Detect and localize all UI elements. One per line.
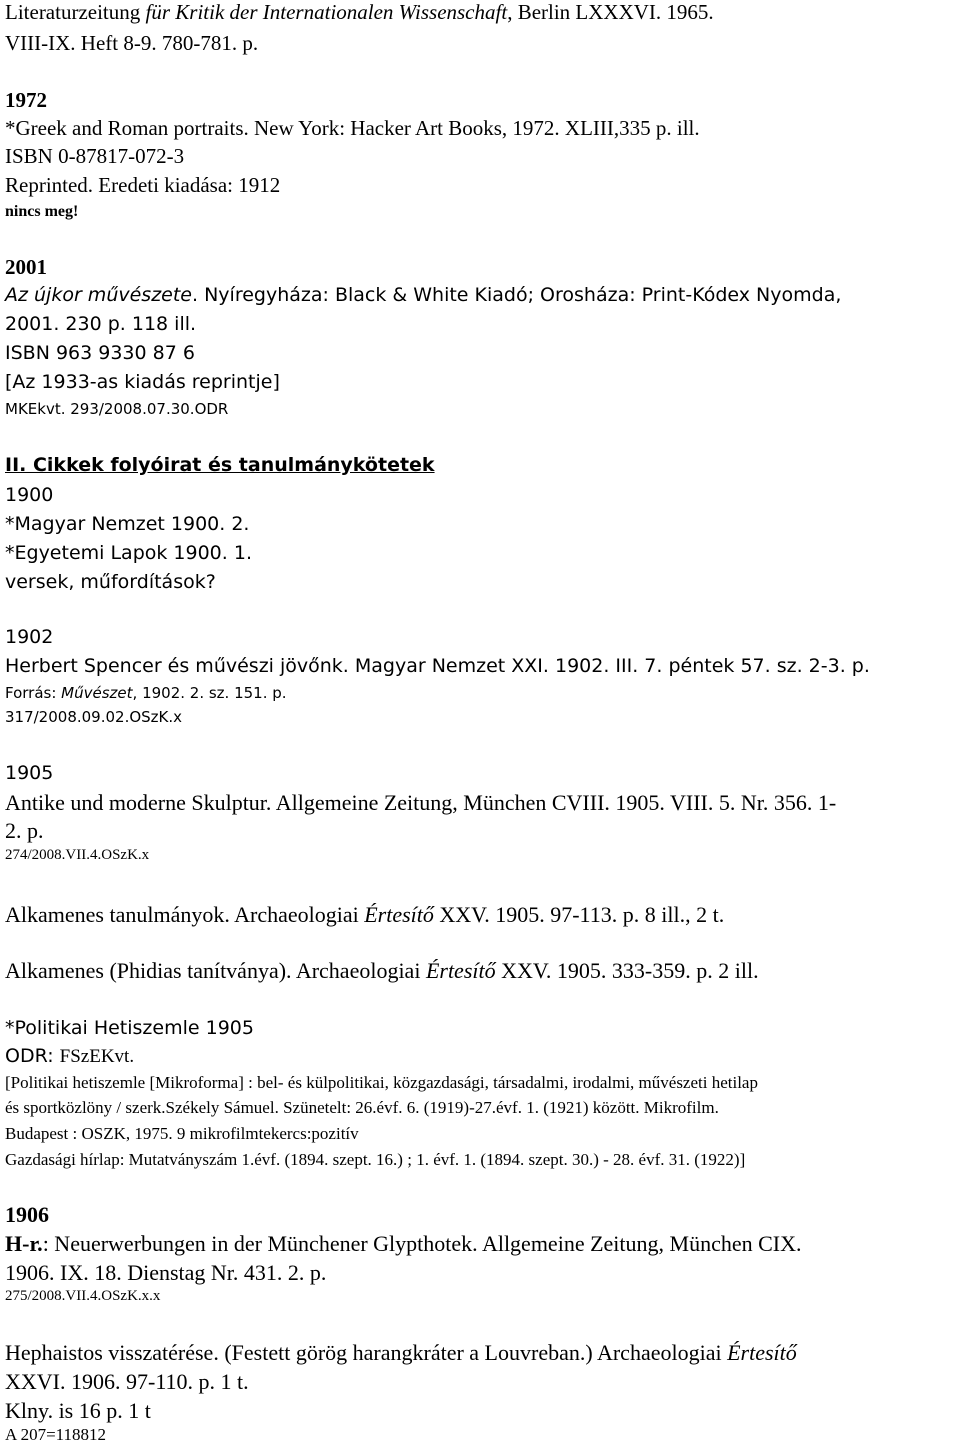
year-heading: 2001	[5, 255, 47, 279]
note-line: [Az 1933-as kiadás reprintje]	[5, 371, 280, 393]
odr-line: ODR: FSzEKvt.	[5, 1045, 135, 1067]
citation-line: 2. p.	[5, 818, 44, 843]
citation-line: 1906. IX. 18. Dienstag Nr. 431. 2. p.	[5, 1260, 327, 1285]
note-line: Gazdasági hírlap: Mutatványszám 1.évf. (1894. szept. 16.) ; 1. évf. 1. (1894. szept. 30.) - 28. évf. 31. (1922)]	[5, 1150, 746, 1169]
catalog-number: 274/2008.VII.4.OSzK.x	[5, 847, 150, 863]
catalog-number: 275/2008.VII.4.OSzK.x.x	[5, 1288, 161, 1304]
section-heading: II. Cikkek folyóirat és tanulmánykötetek	[5, 454, 435, 476]
source-line: Forrás: Művészet, 1902. 2. sz. 151. p.	[5, 684, 287, 702]
note-line: és sportközlöny / szerk.Székely Sámuel. Szünetelt: 26.évf. 6. (1919)-27.évf. 1. (1921) között. Mikrofilm.	[5, 1098, 719, 1117]
note-line: Klny. is 16 p. 1 t	[5, 1398, 151, 1423]
note-line: nincs meg!	[5, 203, 79, 220]
citation-line: Herbert Spencer és művészi jövőnk. Magyar Nemzet XXI. 1902. III. 7. péntek 57. sz. 2-3. p.	[5, 655, 870, 677]
note-line: Budapest : OSZK, 1975. 9 mikrofilmtekercs:pozitív	[5, 1124, 359, 1143]
isbn-line: ISBN 0-87817-072-3	[5, 144, 185, 168]
citation-line: Alkamenes (Phidias tanítványa). Archaeologiai Értesítő XXV. 1905. 333-359. p. 2 ill.	[5, 958, 759, 983]
note-line: [Politikai hetiszemle [Mikroforma] : bel- és külpolitikai, közgazdasági, társadalmi, irodalmi, művészeti hetilap	[5, 1073, 758, 1092]
citation-line: 2001. 230 p. 118 ill.	[5, 313, 197, 335]
citation-line: Literaturzeitung für Kritik der Internationalen Wissenschaft, Berlin LXXXVI. 1965.	[5, 0, 714, 24]
year-heading: 1900	[5, 484, 54, 506]
citation-line: *Magyar Nemzet 1900. 2.	[5, 513, 250, 535]
catalog-number: MKEkvt. 293/2008.07.30.ODR	[5, 400, 229, 418]
citation-line: Hephaistos visszatérése. (Festett görög harangkráter a Louvreban.) Archaeologiai Értesítő	[5, 1340, 797, 1365]
isbn-line: ISBN 963 9330 87 6	[5, 342, 195, 364]
catalog-number: A 207=118812	[5, 1425, 107, 1444]
year-heading: 1905	[5, 762, 54, 784]
citation-line: *Politikai Hetiszemle 1905	[5, 1017, 254, 1039]
note-line: Reprinted. Eredeti kiadása: 1912	[5, 173, 281, 197]
note-line: versek, műfordítások?	[5, 571, 216, 593]
citation-line: *Greek and Roman portraits. New York: Hacker Art Books, 1972. XLIII,335 p. ill.	[5, 116, 700, 140]
citation-line: *Egyetemi Lapok 1900. 1.	[5, 542, 252, 564]
citation-line: XXVI. 1906. 97-110. p. 1 t.	[5, 1369, 249, 1394]
year-heading: 1972	[5, 88, 47, 112]
citation-line: VIII-IX. Heft 8-9. 780-781. p.	[5, 31, 259, 55]
year-heading: 1902	[5, 626, 54, 648]
citation-line: H-r.: Neuerwerbungen in der Münchener Glypthotek. Allgemeine Zeitung, München CIX.	[5, 1231, 802, 1256]
citation-line: Az újkor művészete. Nyíregyháza: Black & White Kiadó; Orosháza: Print-Kódex Nyomda,	[5, 284, 842, 306]
catalog-number: 317/2008.09.02.OSzK.x	[5, 708, 183, 726]
citation-line: Alkamenes tanulmányok. Archaeologiai Értesítő XXV. 1905. 97-113. p. 8 ill., 2 t.	[5, 902, 725, 927]
citation-line: Antike und moderne Skulptur. Allgemeine Zeitung, München CVIII. 1905. VIII. 5. Nr. 356. 1-	[5, 790, 837, 815]
year-heading: 1906	[5, 1202, 49, 1227]
